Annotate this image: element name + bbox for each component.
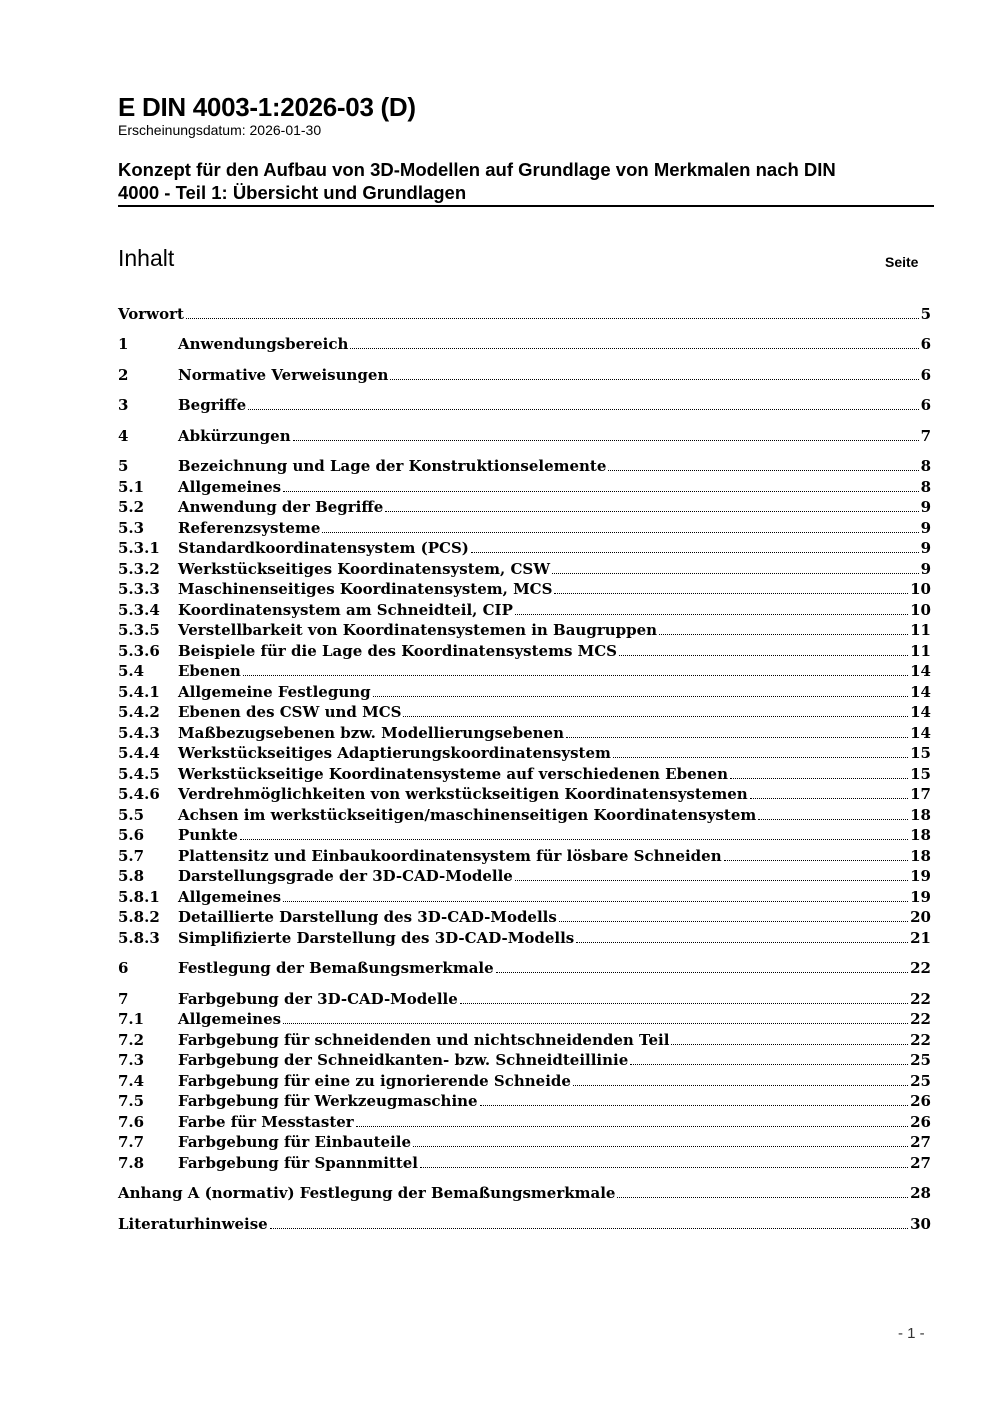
toc-leader: [420, 1167, 908, 1168]
toc-entry[interactable]: [118, 1070, 931, 1090]
toc-entry-page: 14: [910, 683, 931, 701]
toc-entry-page: 8: [920, 478, 931, 496]
toc-entry-number: 5.4.1: [118, 683, 160, 701]
toc-entry-page: 14: [910, 703, 931, 721]
toc-entry-title: Begriffe: [178, 396, 247, 414]
subtitle-line-2: 4000 - Teil 1: Übersicht und Grundlagen: [118, 182, 467, 203]
toc-entry-number: 7.5: [118, 1092, 145, 1110]
toc-entry-title: Farbgebung für Einbauteile: [178, 1133, 412, 1151]
toc-leader: [240, 839, 908, 840]
toc-leader: [617, 1197, 908, 1198]
subtitle-line-1: Konzept für den Aufbau von 3D-Modellen auf Grundlage von Merkmalen nach DIN: [118, 159, 836, 180]
toc-entry[interactable]: [118, 640, 931, 660]
toc-entry[interactable]: [118, 681, 931, 701]
toc-entry-page: 9: [920, 498, 931, 516]
toc-entry[interactable]: [118, 455, 931, 475]
toc-entry-title: Maschinenseitiges Koordinatensystem, MCS: [178, 580, 553, 598]
toc-entry-title: Punkte: [178, 826, 238, 844]
toc-entry[interactable]: [118, 906, 931, 926]
toc-entry-title: Koordinatensystem am Schneidteil, CIP: [178, 601, 513, 619]
toc-entry-title: Allgemeines: [178, 888, 282, 906]
toc-entry-number: 5.4.4: [118, 744, 160, 762]
toc-leader: [630, 1064, 908, 1065]
toc-entry-number: 7.2: [118, 1031, 145, 1049]
toc-leader: [471, 552, 919, 553]
toc-entry-number: 7.1: [118, 1010, 145, 1028]
toc-entry-number: 2: [118, 366, 129, 384]
toc-entry-title: Anwendung der Begriffe: [178, 498, 384, 516]
toc-entry[interactable]: [118, 845, 931, 865]
toc-entry[interactable]: [118, 1029, 931, 1049]
toc-entry-title: Referenzsysteme: [178, 519, 321, 537]
toc-entry-title: Detaillierte Darstellung des 3D-CAD-Modells: [178, 908, 557, 926]
toc-entry-title: Bezeichnung und Lage der Konstruktionselemente: [178, 457, 607, 475]
toc-entry-number: 7.7: [118, 1133, 145, 1151]
toc-entry[interactable]: [118, 1182, 931, 1202]
toc-entry-title: Allgemeine Festlegung: [178, 683, 371, 701]
toc-entry-title: Farbgebung für schneidenden und nichtschneidenden Teil: [178, 1031, 670, 1049]
toc-entry[interactable]: [118, 303, 931, 323]
toc-entry-page: 6: [920, 335, 931, 353]
toc-entry-number: 5: [118, 457, 129, 475]
toc-entry-number: 5.8.1: [118, 888, 160, 906]
toc-entry-page: 28: [910, 1184, 931, 1202]
toc-leader: [515, 880, 908, 881]
toc-entry-number: 1: [118, 335, 129, 353]
toc-entry-number: 5.4.3: [118, 724, 160, 742]
toc-entry-title: Maßbezugsebenen bzw. Modellierungsebenen: [178, 724, 564, 742]
toc-leader: [750, 798, 908, 799]
toc-leader: [385, 511, 918, 512]
toc-entry-title: Verstellbarkeit von Koordinatensystemen in Baugruppen: [178, 621, 658, 639]
toc-entry[interactable]: [118, 722, 931, 742]
toc-entry-title: Farbgebung für eine zu ignorierende Schneide: [178, 1072, 571, 1090]
toc-entry-page: 6: [920, 366, 931, 384]
toc-entry-number: 5.3: [118, 519, 145, 537]
toc-entry[interactable]: [118, 886, 931, 906]
toc-entry-page: 26: [910, 1113, 931, 1131]
toc-leader: [619, 655, 908, 656]
toc-leader: [373, 696, 908, 697]
toc-entry-title: Allgemeines: [178, 478, 282, 496]
toc-entry-page: 11: [910, 621, 931, 639]
toc-entry-page: 22: [910, 1010, 931, 1028]
toc-entry[interactable]: [118, 599, 931, 619]
toc-leader: [283, 901, 908, 902]
toc-entry[interactable]: [118, 1111, 931, 1131]
toc-entry[interactable]: [118, 425, 931, 445]
toc-entry-title: Ebenen des CSW und MCS: [178, 703, 402, 721]
toc-leader: [724, 860, 909, 861]
toc-entry[interactable]: [118, 1008, 931, 1028]
toc-entry-title: Werkstückseitiges Koordinatensystem, CSW: [178, 560, 551, 578]
toc-entry-title: Werkstückseitiges Adaptierungskoordinatensystem: [178, 744, 611, 762]
toc-entry[interactable]: [118, 619, 931, 639]
toc-entry-number: 5.4: [118, 662, 145, 680]
toc-entry-number: 5.8.2: [118, 908, 160, 926]
toc-leader: [322, 532, 918, 533]
toc-entry-number: 5.3.3: [118, 580, 160, 598]
toc-entry[interactable]: [118, 804, 931, 824]
toc-entry-page: 9: [920, 519, 931, 537]
toc-entry[interactable]: [118, 394, 931, 414]
toc-entry-page: 22: [910, 1031, 931, 1049]
toc-leader: [283, 1023, 908, 1024]
toc-leader: [608, 470, 918, 471]
toc-entry-number: 5.3.5: [118, 621, 160, 639]
toc-leader: [460, 1003, 908, 1004]
toc-leader: [480, 1105, 909, 1106]
toc-leader: [559, 921, 908, 922]
toc-entry-number: 5.4.6: [118, 785, 160, 803]
toc-entry-number: 6: [118, 959, 129, 977]
toc-entry-number: 5.3.4: [118, 601, 160, 619]
toc-entry-title: Beispiele für die Lage des Koordinatensystems MCS: [178, 642, 618, 660]
toc-entry[interactable]: [118, 364, 931, 384]
toc-entry-page: 27: [910, 1154, 931, 1172]
toc-entry-page: 7: [920, 427, 931, 445]
toc-leader: [659, 634, 908, 635]
toc-entry[interactable]: [118, 517, 931, 537]
toc-entry-page: 26: [910, 1092, 931, 1110]
toc-entry-page: 8: [920, 457, 931, 475]
toc-entry[interactable]: [118, 496, 931, 516]
document-title: E DIN 4003-1:2026-03 (D): [118, 92, 416, 122]
toc-entry[interactable]: [118, 537, 931, 557]
toc-entry-page: 14: [910, 662, 931, 680]
toc-leader: [566, 737, 908, 738]
toc-leader: [730, 778, 908, 779]
toc-leader: [403, 716, 908, 717]
toc-entry-title: Farbgebung der Schneidkanten- bzw. Schneidteillinie: [178, 1051, 629, 1069]
toc-entry[interactable]: [118, 1049, 931, 1069]
footer-page-number: - 1 -: [898, 1325, 925, 1342]
toc-leader: [186, 318, 919, 319]
toc-entry[interactable]: [118, 824, 931, 844]
toc-entry-title: Vorwort: [118, 305, 184, 323]
toc-leader: [552, 573, 918, 574]
toc-entry-page: 18: [910, 806, 931, 824]
toc-entry[interactable]: [118, 558, 931, 578]
toc-entry-number: 3: [118, 396, 129, 414]
toc-entry-page: 10: [910, 580, 931, 598]
toc-heading: Inhalt: [118, 245, 175, 271]
toc-entry-number: 5.3.2: [118, 560, 160, 578]
toc-entry-title: Achsen im werkstückseitigen/maschinenseitigen Koordinatensystem: [178, 806, 757, 824]
toc-entry[interactable]: [118, 742, 931, 762]
toc-entry-page: 25: [910, 1072, 931, 1090]
toc-entry-number: 7.6: [118, 1113, 145, 1131]
toc-entry-page: 25: [910, 1051, 931, 1069]
toc-entry[interactable]: [118, 927, 931, 947]
toc-entry-number: 7.8: [118, 1154, 145, 1172]
toc-entry-number: 7.4: [118, 1072, 145, 1090]
toc-entry[interactable]: [118, 660, 931, 680]
toc-entry[interactable]: [118, 1152, 931, 1172]
toc-leader: [270, 1228, 908, 1229]
toc-entry-number: 5.1: [118, 478, 145, 496]
toc-entry[interactable]: [118, 957, 931, 977]
toc-entry-page: 19: [910, 867, 931, 885]
toc-entry-page: 18: [910, 826, 931, 844]
toc-leader: [576, 942, 908, 943]
toc-entry-number: 5.8.3: [118, 929, 160, 947]
toc-entry[interactable]: [118, 865, 931, 885]
toc-entry-page: 15: [910, 765, 931, 783]
toc-entry-title: Werkstückseitige Koordinatensysteme auf verschiedenen Ebenen: [178, 765, 728, 783]
toc-leader: [671, 1044, 908, 1045]
toc-entry-page: 30: [910, 1215, 931, 1233]
toc-entry-page: 15: [910, 744, 931, 762]
toc-entry-title: Allgemeines: [178, 1010, 282, 1028]
toc-leader: [554, 593, 908, 594]
toc-entry-title: Literaturhinweise: [118, 1215, 268, 1233]
toc-entry-number: 5.4.5: [118, 765, 160, 783]
publication-date: Erscheinungsdatum: 2026-01-30: [118, 122, 322, 138]
toc-entry[interactable]: [118, 578, 931, 598]
toc-leader: [356, 1126, 908, 1127]
toc-leader: [613, 757, 908, 758]
toc-entry-number: 5.3.1: [118, 539, 160, 557]
toc-entry-page: 21: [910, 929, 931, 947]
toc-entry-number: 5.8: [118, 867, 145, 885]
toc-entry-page: 17: [910, 785, 931, 803]
toc-leader: [573, 1085, 908, 1086]
toc-entry-title: Normative Verweisungen: [178, 366, 389, 384]
toc-leader: [243, 675, 908, 676]
toc-entry-title: Simplifizierte Darstellung des 3D-CAD-Modells: [178, 929, 575, 947]
toc-leader: [496, 972, 908, 973]
toc-entry[interactable]: [118, 988, 931, 1008]
toc-leader: [293, 440, 919, 441]
toc-entry-number: 4: [118, 427, 129, 445]
toc-entry-title: Festlegung der Bemaßungsmerkmale: [178, 959, 494, 977]
toc-entry-page: 22: [910, 959, 931, 977]
document-subtitle: [118, 158, 918, 204]
toc-entry-number: 5.3.6: [118, 642, 160, 660]
toc-entry[interactable]: [118, 701, 931, 721]
toc-entry-title: Verdrehmöglichkeiten von werkstückseitigen Koordinatensystemen: [178, 785, 748, 803]
toc-entry-number: 5.5: [118, 806, 145, 824]
toc-entry-number: 5.6: [118, 826, 145, 844]
toc-entry-title: Farbgebung für Spannmittel: [178, 1154, 418, 1172]
toc-entry-page: 9: [920, 560, 931, 578]
toc-entry-page: 27: [910, 1133, 931, 1151]
toc-entry-title: Anwendungsbereich: [178, 335, 349, 353]
toc-entry-page: 10: [910, 601, 931, 619]
toc-entry[interactable]: [118, 763, 931, 783]
toc-entry-number: 5.2: [118, 498, 145, 516]
toc-entry[interactable]: [118, 333, 931, 353]
toc-leader: [758, 819, 908, 820]
toc-entry-number: 7: [118, 990, 129, 1008]
page-column-label: Seite: [885, 254, 919, 270]
toc-entry-title: Standardkoordinatensystem (PCS): [178, 539, 469, 557]
toc-entry-page: 11: [910, 642, 931, 660]
toc-entry[interactable]: [118, 1131, 931, 1151]
toc-entry-title: Plattensitz und Einbaukoordinatensystem für lösbare Schneiden: [178, 847, 722, 865]
toc-entry[interactable]: [118, 1213, 931, 1233]
toc-entry[interactable]: [118, 476, 931, 496]
toc-entry-page: 20: [910, 908, 931, 926]
toc-entry-title: Farbgebung für Werkzeugmaschine: [178, 1092, 478, 1110]
toc-entry-page: 22: [910, 990, 931, 1008]
toc-entry-page: 19: [910, 888, 931, 906]
toc-leader: [350, 348, 918, 349]
toc-entry-page: 6: [920, 396, 931, 414]
toc-entry[interactable]: [118, 1090, 931, 1110]
toc-entry-page: 14: [910, 724, 931, 742]
toc-entry-page: 9: [920, 539, 931, 557]
toc-entry-title: Anhang A (normativ) Festlegung der Bemaßungsmerkmale: [118, 1184, 616, 1202]
toc-leader: [248, 409, 918, 410]
toc-entry-title: Farbe für Messtaster: [178, 1113, 354, 1131]
toc-leader: [283, 491, 918, 492]
title-divider: [118, 205, 934, 207]
toc-entry-number: 5.4.2: [118, 703, 160, 721]
toc-entry[interactable]: [118, 783, 931, 803]
toc-leader: [390, 379, 918, 380]
toc-entry-page: 18: [910, 847, 931, 865]
toc-entry-number: 5.7: [118, 847, 145, 865]
toc-leader: [515, 614, 908, 615]
toc-entry-page: 5: [920, 305, 931, 323]
toc-leader: [413, 1146, 908, 1147]
toc-entry-title: Abkürzungen: [178, 427, 291, 445]
toc-entry-title: Ebenen: [178, 662, 241, 680]
toc-entry-title: Farbgebung der 3D-CAD-Modelle: [178, 990, 458, 1008]
toc-entry-title: Darstellungsgrade der 3D-CAD-Modelle: [178, 867, 513, 885]
toc-entry-number: 7.3: [118, 1051, 145, 1069]
